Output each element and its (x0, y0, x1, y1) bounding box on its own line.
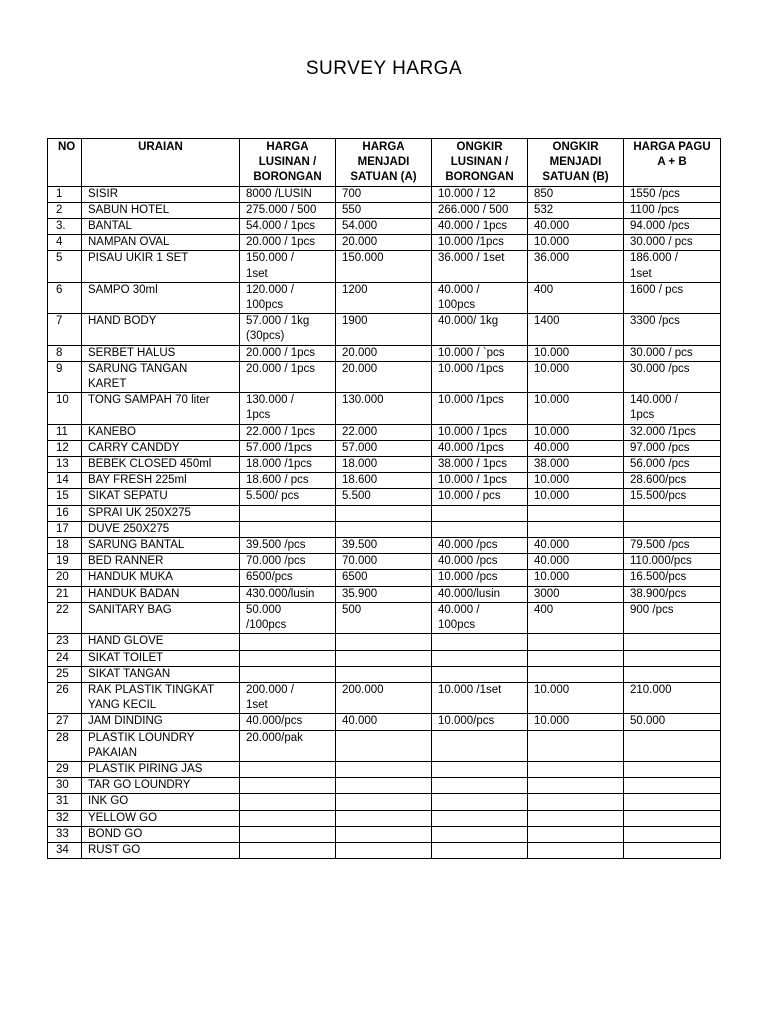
cell-uraian: BOND GO (82, 826, 240, 842)
cell-uraian: SIKAT TOILET (82, 650, 240, 666)
cell-ongkir-lusinan: 10.000 /1pcs (432, 361, 528, 392)
cell-uraian: BEBEK CLOSED 450ml (82, 457, 240, 473)
cell-ongkir-satuan: 10.000 (528, 361, 624, 392)
cell-no: 29 (48, 761, 82, 777)
cell-no: 34 (48, 842, 82, 858)
cell-no: 2 (48, 202, 82, 218)
table-row (48, 602, 721, 633)
cell-harga-satuan: 35.900 (336, 586, 432, 602)
cell-no: 22 (48, 602, 82, 633)
cell-uraian: SERBET HALUS (82, 345, 240, 361)
cell-uraian: SPRAI UK 250X275 (82, 505, 240, 521)
cell-uraian: KANEBO (82, 424, 240, 440)
cell-uraian: HANDUK BADAN (82, 586, 240, 602)
cell-no: 24 (48, 650, 82, 666)
cell-no: 1 (48, 186, 82, 202)
cell-harga-pagu: 210.000 (624, 682, 721, 713)
cell-no: 26 (48, 682, 82, 713)
cell-harga-lusinan: 130.000 / 1pcs (240, 393, 336, 424)
table-row (48, 473, 721, 489)
cell-harga-pagu (624, 505, 721, 521)
cell-ongkir-satuan: 10.000 (528, 489, 624, 505)
cell-harga-lusinan: 20.000 / 1pcs (240, 235, 336, 251)
table-row (48, 554, 721, 570)
cell-uraian: CARRY CANDDY (82, 440, 240, 456)
table-row (48, 235, 721, 251)
cell-uraian: SARUNG BANTAL (82, 538, 240, 554)
table-row (48, 440, 721, 456)
cell-ongkir-lusinan (432, 666, 528, 682)
cell-harga-pagu (624, 826, 721, 842)
cell-ongkir-satuan: 10.000 (528, 473, 624, 489)
cell-harga-pagu (624, 650, 721, 666)
cell-harga-pagu (624, 778, 721, 794)
cell-harga-pagu (624, 521, 721, 537)
cell-uraian: DUVE 250X275 (82, 521, 240, 537)
table-row (48, 650, 721, 666)
table-body (48, 186, 721, 859)
cell-harga-satuan (336, 666, 432, 682)
table-row (48, 489, 721, 505)
cell-harga-lusinan: 430.000/lusin (240, 586, 336, 602)
cell-ongkir-lusinan (432, 826, 528, 842)
cell-ongkir-lusinan (432, 650, 528, 666)
cell-harga-pagu: 30.000 /pcs (624, 361, 721, 392)
cell-no: 30 (48, 778, 82, 794)
cell-harga-satuan (336, 778, 432, 794)
table-row (48, 457, 721, 473)
cell-harga-pagu: 1100 /pcs (624, 202, 721, 218)
cell-harga-lusinan: 39.500 /pcs (240, 538, 336, 554)
cell-ongkir-lusinan: 10.000 / 1pcs (432, 473, 528, 489)
cell-ongkir-satuan: 400 (528, 602, 624, 633)
cell-ongkir-lusinan: 10.000 / pcs (432, 489, 528, 505)
cell-harga-satuan: 20.000 (336, 361, 432, 392)
cell-harga-pagu: 186.000 / 1set (624, 251, 721, 282)
page-title: SURVEY HARGA (305, 58, 463, 79)
cell-no: 23 (48, 634, 82, 650)
cell-harga-pagu: 79.500 /pcs (624, 538, 721, 554)
cell-harga-satuan (336, 521, 432, 537)
cell-harga-lusinan (240, 634, 336, 650)
cell-no: 32 (48, 810, 82, 826)
cell-no: 10 (48, 393, 82, 424)
cell-harga-lusinan (240, 505, 336, 521)
cell-no: 4 (48, 235, 82, 251)
table-row (48, 314, 721, 345)
cell-harga-lusinan: 57.000 /1pcs (240, 440, 336, 456)
cell-ongkir-lusinan: 40.000/lusin (432, 586, 528, 602)
table-row (48, 282, 721, 313)
cell-ongkir-satuan: 36.000 (528, 251, 624, 282)
cell-harga-pagu: 15.500/pcs (624, 489, 721, 505)
cell-ongkir-satuan (528, 794, 624, 810)
cell-uraian: SIKAT SEPATU (82, 489, 240, 505)
cell-harga-pagu: 30.000 / pcs (624, 345, 721, 361)
cell-harga-lusinan: 20.000 / 1pcs (240, 345, 336, 361)
cell-harga-satuan: 40.000 (336, 714, 432, 730)
cell-harga-satuan: 150.000 (336, 251, 432, 282)
cell-ongkir-satuan: 3000 (528, 586, 624, 602)
cell-ongkir-lusinan (432, 810, 528, 826)
cell-ongkir-lusinan (432, 634, 528, 650)
cell-no: 20 (48, 570, 82, 586)
cell-harga-lusinan (240, 666, 336, 682)
table-row (48, 682, 721, 713)
table-row (48, 761, 721, 777)
cell-harga-satuan: 500 (336, 602, 432, 633)
cell-uraian: PLASTIK PIRING JAS (82, 761, 240, 777)
cell-harga-pagu: 30.000 / pcs (624, 235, 721, 251)
cell-no: 7 (48, 314, 82, 345)
cell-harga-pagu (624, 761, 721, 777)
cell-harga-satuan (336, 842, 432, 858)
cell-uraian: SISIR (82, 186, 240, 202)
cell-harga-pagu: 140.000 / 1pcs (624, 393, 721, 424)
header-harga-pagu: HARGA PAGU A + B (624, 139, 721, 187)
cell-harga-lusinan: 150.000 / 1set (240, 251, 336, 282)
cell-no: 9 (48, 361, 82, 392)
cell-harga-lusinan: 70.000 /pcs (240, 554, 336, 570)
cell-harga-satuan (336, 505, 432, 521)
cell-uraian: HAND GLOVE (82, 634, 240, 650)
cell-ongkir-satuan: 38.000 (528, 457, 624, 473)
header-harga-satuan: HARGA MENJADI SATUAN (A) (336, 139, 432, 187)
table-row (48, 730, 721, 761)
cell-no: 8 (48, 345, 82, 361)
cell-harga-pagu (624, 666, 721, 682)
cell-ongkir-lusinan (432, 842, 528, 858)
cell-harga-lusinan (240, 810, 336, 826)
cell-ongkir-lusinan: 40.000 /1pcs (432, 440, 528, 456)
cell-no: 31 (48, 794, 82, 810)
header-uraian: URAIAN (82, 139, 240, 187)
cell-harga-pagu: 38.900/pcs (624, 586, 721, 602)
cell-harga-lusinan: 20.000/pak (240, 730, 336, 761)
table-row (48, 505, 721, 521)
cell-harga-lusinan: 8000 /LUSIN (240, 186, 336, 202)
cell-ongkir-satuan (528, 826, 624, 842)
cell-ongkir-satuan: 10.000 (528, 393, 624, 424)
table-row (48, 219, 721, 235)
cell-harga-pagu (624, 730, 721, 761)
table-row (48, 570, 721, 586)
cell-ongkir-satuan: 10.000 (528, 682, 624, 713)
cell-ongkir-satuan (528, 730, 624, 761)
cell-ongkir-lusinan (432, 521, 528, 537)
cell-ongkir-lusinan: 10.000 / 1pcs (432, 424, 528, 440)
cell-harga-pagu: 900 /pcs (624, 602, 721, 633)
cell-harga-satuan: 130.000 (336, 393, 432, 424)
cell-harga-pagu: 28.600/pcs (624, 473, 721, 489)
cell-uraian: JAM DINDING (82, 714, 240, 730)
table-row (48, 345, 721, 361)
cell-harga-satuan: 18.000 (336, 457, 432, 473)
cell-no: 15 (48, 489, 82, 505)
cell-harga-satuan: 22.000 (336, 424, 432, 440)
table-row (48, 794, 721, 810)
cell-harga-lusinan (240, 794, 336, 810)
cell-harga-satuan (336, 826, 432, 842)
header-no: NO (48, 139, 82, 187)
cell-harga-satuan: 18.600 (336, 473, 432, 489)
cell-harga-satuan: 20.000 (336, 345, 432, 361)
cell-harga-lusinan (240, 761, 336, 777)
cell-ongkir-satuan: 40.000 (528, 219, 624, 235)
cell-uraian: RUST GO (82, 842, 240, 858)
cell-ongkir-lusinan: 266.000 / 500 (432, 202, 528, 218)
cell-harga-satuan: 57.000 (336, 440, 432, 456)
cell-no: 27 (48, 714, 82, 730)
cell-ongkir-lusinan: 38.000 / 1pcs (432, 457, 528, 473)
cell-uraian: HANDUK MUKA (82, 570, 240, 586)
cell-harga-satuan (336, 650, 432, 666)
cell-harga-lusinan: 275.000 / 500 (240, 202, 336, 218)
cell-ongkir-lusinan: 10.000 /1pcs (432, 393, 528, 424)
cell-harga-satuan: 20.000 (336, 235, 432, 251)
cell-ongkir-lusinan (432, 778, 528, 794)
cell-ongkir-satuan (528, 778, 624, 794)
cell-harga-lusinan (240, 650, 336, 666)
cell-uraian: BED RANNER (82, 554, 240, 570)
cell-harga-pagu (624, 634, 721, 650)
table-row (48, 202, 721, 218)
cell-uraian: TONG SAMPAH 70 liter (82, 393, 240, 424)
cell-no: 11 (48, 424, 82, 440)
cell-harga-lusinan: 20.000 / 1pcs (240, 361, 336, 392)
cell-ongkir-satuan: 40.000 (528, 538, 624, 554)
header-ongkir-lusinan: ONGKIR LUSINAN / BORONGAN (432, 139, 528, 187)
cell-harga-lusinan: 22.000 / 1pcs (240, 424, 336, 440)
cell-harga-pagu: 94.000 /pcs (624, 219, 721, 235)
cell-ongkir-lusinan: 10.000 /pcs (432, 570, 528, 586)
header-harga-lusinan: HARGA LUSINAN / BORONGAN (240, 139, 336, 187)
cell-ongkir-satuan: 40.000 (528, 554, 624, 570)
cell-uraian: RAK PLASTIK TINGKAT YANG KECIL (82, 682, 240, 713)
cell-harga-pagu: 110.000/pcs (624, 554, 721, 570)
cell-harga-lusinan (240, 521, 336, 537)
cell-no: 18 (48, 538, 82, 554)
cell-harga-pagu: 3300 /pcs (624, 314, 721, 345)
cell-harga-satuan (336, 810, 432, 826)
cell-ongkir-satuan: 10.000 (528, 714, 624, 730)
cell-harga-pagu (624, 810, 721, 826)
cell-no: 33 (48, 826, 82, 842)
table-header-row (48, 139, 721, 187)
price-survey-table (47, 138, 721, 859)
cell-ongkir-lusinan (432, 730, 528, 761)
cell-uraian: HAND BODY (82, 314, 240, 345)
cell-harga-pagu: 1600 / pcs (624, 282, 721, 313)
cell-harga-pagu: 32.000 /1pcs (624, 424, 721, 440)
cell-uraian: TAR GO LOUNDRY (82, 778, 240, 794)
cell-uraian: PLASTIK LOUNDRY PAKAIAN (82, 730, 240, 761)
cell-no: 19 (48, 554, 82, 570)
cell-harga-satuan: 70.000 (336, 554, 432, 570)
cell-ongkir-satuan (528, 634, 624, 650)
table-row (48, 538, 721, 554)
cell-harga-lusinan: 54.000 / 1pcs (240, 219, 336, 235)
cell-harga-pagu: 50.000 (624, 714, 721, 730)
cell-uraian: INK GO (82, 794, 240, 810)
cell-ongkir-satuan: 532 (528, 202, 624, 218)
cell-ongkir-satuan (528, 842, 624, 858)
table-row (48, 251, 721, 282)
cell-harga-lusinan (240, 826, 336, 842)
cell-harga-pagu (624, 794, 721, 810)
cell-uraian: SABUN HOTEL (82, 202, 240, 218)
cell-harga-lusinan: 6500/pcs (240, 570, 336, 586)
cell-ongkir-satuan (528, 810, 624, 826)
cell-harga-lusinan (240, 842, 336, 858)
cell-ongkir-satuan: 1400 (528, 314, 624, 345)
table-row (48, 586, 721, 602)
cell-harga-lusinan: 50.000 /100pcs (240, 602, 336, 633)
cell-harga-pagu: 56.000 /pcs (624, 457, 721, 473)
cell-ongkir-satuan: 10.000 (528, 570, 624, 586)
cell-ongkir-satuan (528, 505, 624, 521)
cell-ongkir-satuan: 400 (528, 282, 624, 313)
cell-ongkir-satuan (528, 650, 624, 666)
table-row (48, 634, 721, 650)
cell-harga-lusinan: 5.500/ pcs (240, 489, 336, 505)
cell-ongkir-lusinan (432, 761, 528, 777)
table-row (48, 714, 721, 730)
cell-uraian: NAMPAN OVAL (82, 235, 240, 251)
cell-ongkir-lusinan: 10.000/pcs (432, 714, 528, 730)
cell-harga-lusinan: 120.000 / 100pcs (240, 282, 336, 313)
cell-ongkir-satuan (528, 761, 624, 777)
cell-harga-satuan: 1200 (336, 282, 432, 313)
cell-harga-satuan: 550 (336, 202, 432, 218)
cell-ongkir-lusinan: 10.000 / 12 (432, 186, 528, 202)
cell-no: 5 (48, 251, 82, 282)
cell-uraian: BAY FRESH 225ml (82, 473, 240, 489)
cell-harga-satuan (336, 794, 432, 810)
cell-harga-satuan: 5.500 (336, 489, 432, 505)
cell-no: 6 (48, 282, 82, 313)
table-row (48, 424, 721, 440)
cell-no: 17 (48, 521, 82, 537)
cell-harga-satuan: 1900 (336, 314, 432, 345)
cell-uraian: SIKAT TANGAN (82, 666, 240, 682)
cell-harga-satuan: 39.500 (336, 538, 432, 554)
cell-ongkir-lusinan: 40.000 /pcs (432, 538, 528, 554)
cell-harga-satuan: 700 (336, 186, 432, 202)
cell-harga-pagu: 1550 /pcs (624, 186, 721, 202)
cell-no: 14 (48, 473, 82, 489)
table-row (48, 778, 721, 794)
cell-ongkir-lusinan: 40.000 / 1pcs (432, 219, 528, 235)
cell-harga-satuan: 200.000 (336, 682, 432, 713)
cell-no: 12 (48, 440, 82, 456)
cell-harga-satuan (336, 634, 432, 650)
table-row (48, 186, 721, 202)
cell-harga-pagu: 16.500/pcs (624, 570, 721, 586)
cell-ongkir-lusinan: 10.000 /1pcs (432, 235, 528, 251)
cell-uraian: SANITARY BAG (82, 602, 240, 633)
cell-ongkir-lusinan: 36.000 / 1set (432, 251, 528, 282)
cell-harga-lusinan: 18.600 / pcs (240, 473, 336, 489)
cell-uraian: SAMPO 30ml (82, 282, 240, 313)
cell-ongkir-satuan: 10.000 (528, 235, 624, 251)
cell-harga-lusinan: 40.000/pcs (240, 714, 336, 730)
cell-no: 21 (48, 586, 82, 602)
cell-ongkir-satuan: 10.000 (528, 424, 624, 440)
cell-no: 13 (48, 457, 82, 473)
cell-no: 3. (48, 219, 82, 235)
cell-ongkir-satuan: 850 (528, 186, 624, 202)
header-ongkir-satuan: ONGKIR MENJADI SATUAN (B) (528, 139, 624, 187)
table-row (48, 666, 721, 682)
cell-harga-satuan: 6500 (336, 570, 432, 586)
cell-ongkir-lusinan: 10.000 /1set (432, 682, 528, 713)
cell-ongkir-satuan (528, 521, 624, 537)
cell-ongkir-lusinan (432, 505, 528, 521)
table-row (48, 361, 721, 392)
cell-harga-satuan: 54.000 (336, 219, 432, 235)
cell-harga-lusinan: 200.000 / 1set (240, 682, 336, 713)
cell-ongkir-lusinan: 40.000/ 1kg (432, 314, 528, 345)
cell-harga-lusinan (240, 778, 336, 794)
cell-ongkir-lusinan: 40.000 /pcs (432, 554, 528, 570)
cell-ongkir-lusinan: 40.000 / 100pcs (432, 282, 528, 313)
cell-harga-lusinan: 18.000 /1pcs (240, 457, 336, 473)
table-row (48, 842, 721, 858)
cell-harga-lusinan: 57.000 / 1kg (30pcs) (240, 314, 336, 345)
cell-no: 16 (48, 505, 82, 521)
table-row (48, 810, 721, 826)
cell-uraian: SARUNG TANGAN KARET (82, 361, 240, 392)
cell-no: 25 (48, 666, 82, 682)
cell-ongkir-satuan: 40.000 (528, 440, 624, 456)
table-row (48, 393, 721, 424)
cell-uraian: YELLOW GO (82, 810, 240, 826)
table-row (48, 521, 721, 537)
cell-harga-satuan (336, 730, 432, 761)
cell-harga-satuan (336, 761, 432, 777)
cell-harga-pagu: 97.000 /pcs (624, 440, 721, 456)
table-row (48, 826, 721, 842)
cell-ongkir-lusinan: 40.000 / 100pcs (432, 602, 528, 633)
cell-ongkir-lusinan: 10.000 / `pcs (432, 345, 528, 361)
cell-no: 28 (48, 730, 82, 761)
cell-ongkir-satuan (528, 666, 624, 682)
cell-ongkir-satuan: 10.000 (528, 345, 624, 361)
cell-uraian: PISAU UKIR 1 SET (82, 251, 240, 282)
cell-harga-pagu (624, 842, 721, 858)
cell-uraian: BANTAL (82, 219, 240, 235)
cell-ongkir-lusinan (432, 794, 528, 810)
